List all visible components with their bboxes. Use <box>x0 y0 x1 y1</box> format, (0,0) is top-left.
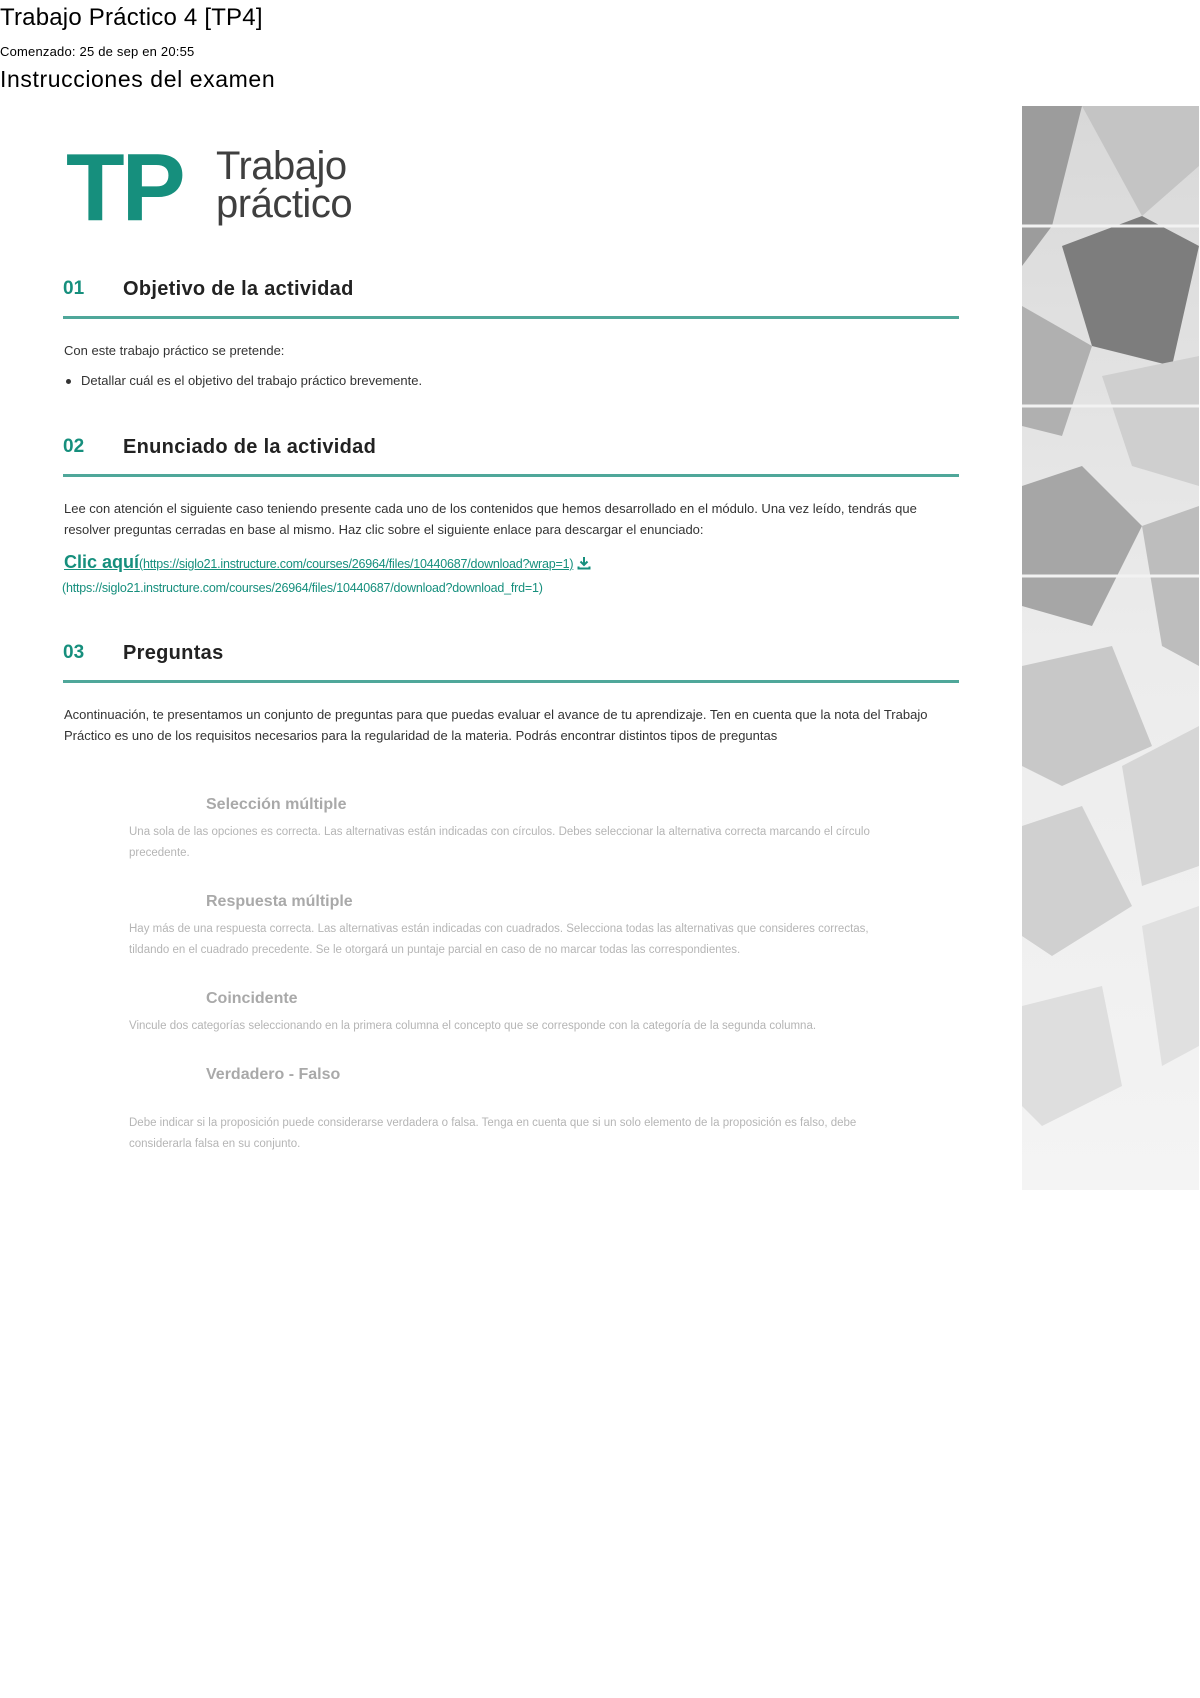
question-type-description: Vincule dos categorías seleccionando en la primera columna el concepto que se corresponde con la categoría de la segunda columna. <box>129 1020 817 1032</box>
section-number: 02 <box>63 436 85 457</box>
section-number: 01 <box>63 278 85 299</box>
instructions-heading: Instrucciones del examen <box>0 66 276 92</box>
question-type-description: Debe indicar si la proposición puede considerarse verdadera o falsa. Tenga en cuenta que si un solo elemento de la proposición es falso, debe considerarla falsa en su conjunto. <box>129 1117 857 1150</box>
section-number: 03 <box>63 642 85 663</box>
decorative-side-image <box>1022 106 1199 1190</box>
section-header-03 <box>63 634 959 683</box>
click-here-link[interactable]: Clic aquí <box>64 552 140 572</box>
section-title: Objetivo de la actividad <box>123 278 354 300</box>
objective-intro: Con este trabajo práctico se pretende: <box>64 343 285 358</box>
section-header-01 <box>63 270 959 319</box>
section-header-02 <box>63 428 959 477</box>
questions-text: Acontinuación, te presentamos un conjunto de preguntas para que puedas evaluar el avance de tu aprendizaje. Ten en cuenta que la nota del Trabajo Práctico es uno de los requisitos necesarios para la regularidad de la materia. Podrás encontrar distintos tipos de preguntas <box>64 707 928 743</box>
logo-word-line1: Trabajo <box>216 144 347 188</box>
section-title: Preguntas <box>123 642 224 664</box>
page-title: Trabajo Práctico 4 [TP4] <box>0 4 263 31</box>
objective-bullet: Detallar cuál es el objetivo del trabajo práctico brevemente. <box>66 373 422 388</box>
download-url-link[interactable]: (https://siglo21.instructure.com/courses/26964/files/10440687/download?download_frd=1) <box>62 581 543 595</box>
question-type-description: Una sola de las opciones es correcta. Las alternativas están indicadas con círculos. Debes seleccionar la alternativa correcta marcando el círculo precedente. <box>129 826 870 859</box>
download-icon[interactable] <box>577 556 591 575</box>
question-type-title: Selección múltiple <box>206 796 347 813</box>
section-title: Enunciado de la actividad <box>123 436 377 458</box>
logo-letters: TP <box>66 134 183 241</box>
file-url-link[interactable]: (https://siglo21.instructure.com/courses/26964/files/10440687/download?wrap=1) <box>139 557 574 571</box>
download-link-line <box>64 552 591 575</box>
question-type-title: Verdadero - Falso <box>206 1066 341 1083</box>
question-type-description: Hay más de una respuesta correcta. Las alternativas están indicadas con cuadrados. Selecciona todas las alternativas que consideres correctas, tildando en el cuadrado precedente. Se le otorgará un puntaje parcial en caso de no marcar todas las correspondientes. <box>129 923 869 956</box>
started-timestamp: Comenzado: 25 de sep en 20:55 <box>0 44 195 59</box>
statement-text: Lee con atención el siguiente caso teniendo presente cada uno de los contenidos que hemos desarrollado en el módulo. Una vez leído, tendrás que resolver preguntas cerradas en base al mismo. Haz clic sobre el siguiente enlace para descargar el enunciado: <box>64 501 917 537</box>
logo-word-line2: práctico <box>216 182 353 226</box>
question-type-title: Coincidente <box>206 990 298 1007</box>
question-type-title: Respuesta múltiple <box>206 893 353 910</box>
